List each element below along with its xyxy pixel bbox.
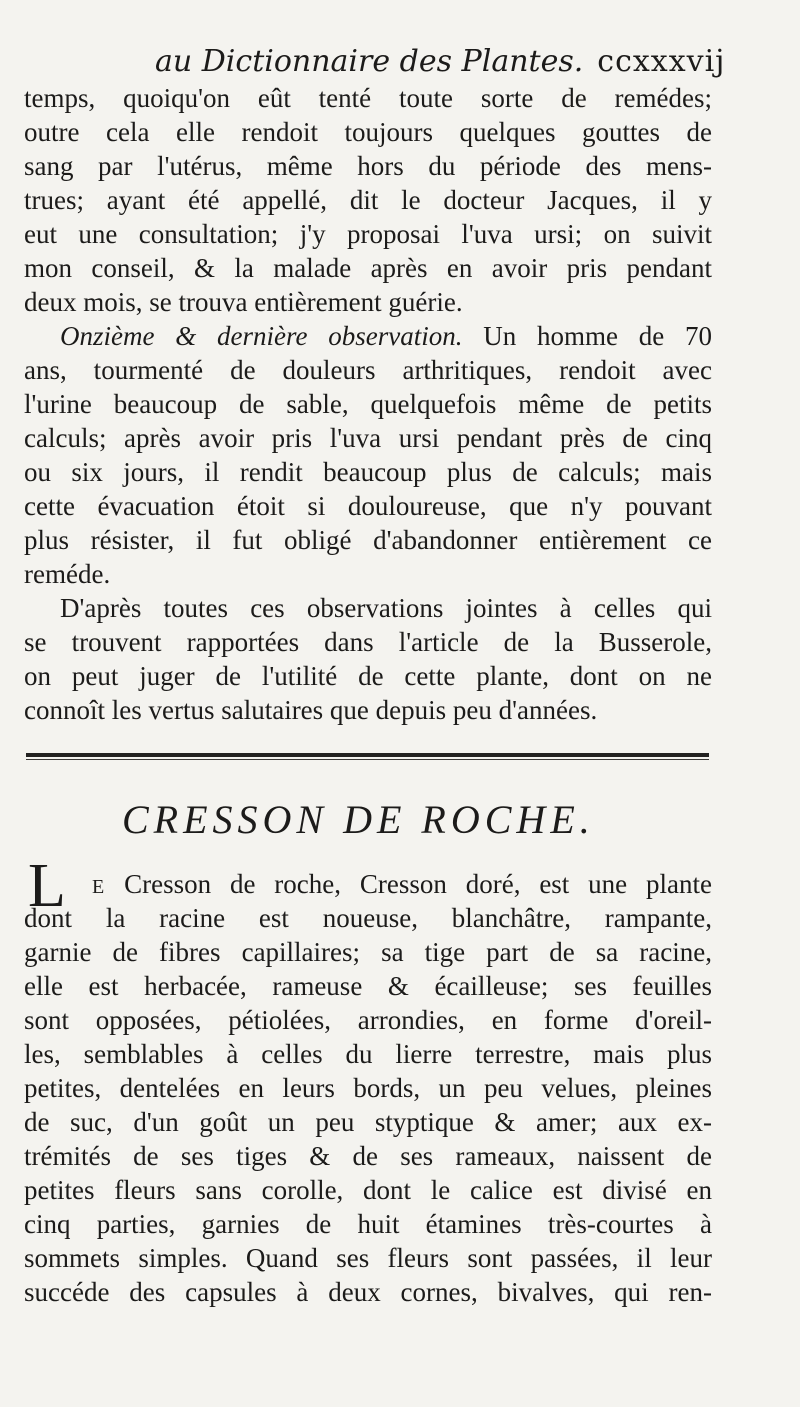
text-span: Un homme de 70 (483, 321, 712, 351)
small-cap-letter: E (92, 876, 106, 898)
observation-heading: Onzième & dernière observation. (60, 321, 463, 351)
text-line: cinq parties, garnies de huit étamines très-courtes à (24, 1209, 712, 1239)
text-line: plus résister, il fut obligé d'abandonner entièrement ce (24, 525, 712, 555)
text-line: succéde des capsules à deux cornes, bivalves, qui ren- (24, 1277, 712, 1307)
text-line: on peut juger de l'utilité de cette plante, dont on ne (24, 661, 712, 691)
running-head-title: au Dictionnaire des Plantes. (155, 44, 584, 79)
running-head (155, 44, 726, 80)
drop-cap: L (28, 852, 66, 920)
section-title: CRESSON DE ROCHE. (122, 797, 595, 842)
section-rule (26, 753, 709, 757)
text-line: trémités de ses tiges & de ses rameaux, naissent de (24, 1141, 712, 1171)
text-line: cette évacuation étoit si douloureuse, que n'y pouvant (24, 491, 712, 521)
text-line: D'après toutes ces observations jointes à celles qui (60, 593, 712, 623)
section-first-line (92, 868, 712, 903)
text-line: connoît les vertus salutaires que depuis peu d'années. (24, 695, 598, 725)
text-line: de suc, d'un goût un peu styptique & amer; aux ex- (24, 1107, 712, 1137)
observation-first-line (60, 320, 712, 352)
text-line: calculs; après avoir pris l'uva ursi pendant près de cinq (24, 423, 712, 453)
text-line: mon conseil, & la malade après en avoir pris pendant (24, 253, 712, 283)
text-line: les, semblables à celles du lierre terrestre, mais plus (24, 1039, 712, 1069)
text-line: l'urine beaucoup de sable, quelquefois même de petits (24, 389, 712, 419)
text-span: Cresson de roche, Cresson doré, est une plante (105, 869, 712, 899)
text-line: sommets simples. Quand ses fleurs sont passées, il leur (24, 1243, 712, 1273)
text-line: ans, tourmenté de douleurs arthritiques, rendoit avec (24, 355, 712, 385)
text-line: eut une consultation; j'y proposai l'uva ursi; on suivit (24, 219, 712, 249)
section-rule-thin (26, 759, 709, 760)
text-line: ou six jours, il rendit beaucoup plus de calculs; mais (24, 457, 712, 487)
page-number: ccxxxvij (597, 44, 726, 79)
text-line: outre cela elle rendoit toujours quelques gouttes de (24, 117, 712, 147)
text-line: trues; ayant été appellé, dit le docteur Jacques, il y (24, 185, 712, 215)
text-line: reméde. (24, 559, 111, 589)
text-line: se trouvent rapportées dans l'article de la Busserole, (24, 627, 712, 657)
text-line: petites fleurs sans corolle, dont le calice est divisé en (24, 1175, 712, 1205)
text-line: temps, quoiqu'on eût tenté toute sorte de remédes; (24, 83, 712, 113)
text-line: sont opposées, pétiolées, arrondies, en forme d'oreil- (24, 1005, 712, 1035)
text-line: petites, dentelées en leurs bords, un peu velues, pleines (24, 1073, 712, 1103)
text-line: deux mois, se trouva entièrement guérie. (24, 287, 463, 317)
text-line: elle est herbacée, rameuse & écailleuse; ses feuilles (24, 971, 712, 1001)
text-line: dont la racine est noueuse, blanchâtre, rampante, (24, 903, 712, 933)
text-line: sang par l'utérus, même hors du période des mens- (24, 151, 712, 181)
text-line: garnie de fibres capillaires; sa tige part de sa racine, (24, 937, 712, 967)
